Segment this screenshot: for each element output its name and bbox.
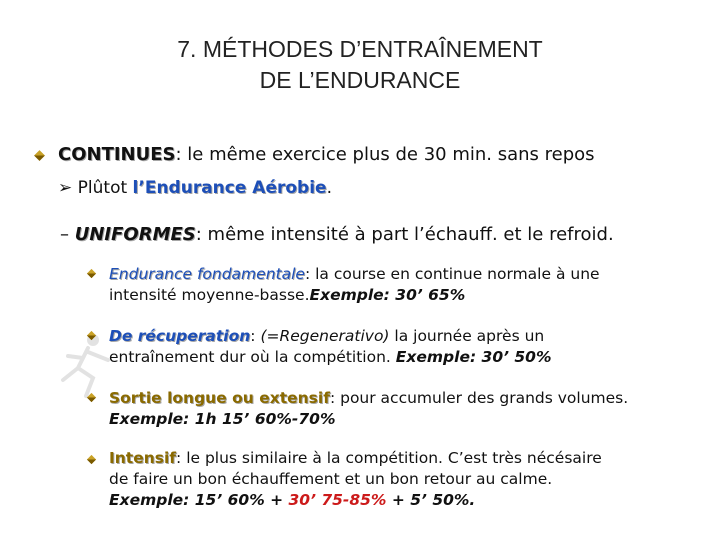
uniformes-line — [60, 224, 614, 245]
plutot-line — [58, 178, 332, 198]
plutot-end: . — [326, 178, 332, 198]
item-intensif — [109, 448, 602, 511]
item-sortie-longue — [109, 388, 628, 430]
item-example: Exemple: 30’ 50% — [395, 348, 552, 366]
continues-label: CONTINUES — [58, 144, 176, 165]
item-text: intensité moyenne-basse. — [109, 286, 310, 304]
item-text: : pour accumuler des grands volumes. — [329, 389, 629, 407]
item-text: : le plus similaire à la compétition. C’est très nécésaire — [176, 449, 602, 467]
title-line-2: DE L’ENDURANCE — [259, 67, 461, 93]
title-line-1: 7. MÉTHODES D’ENTRAÎNEMENT — [177, 36, 543, 62]
item-example: Exemple: 15’ 60% + — [109, 491, 289, 509]
bullet-icon — [86, 454, 97, 465]
item-italic: (=Regenerativo) — [260, 327, 390, 345]
item-label: Sortie longue ou extensif — [109, 389, 330, 407]
item-label: De récuperation — [109, 327, 251, 345]
item-text: la journée après un — [389, 327, 545, 345]
item-text: entraînement dur où la compétition. — [109, 348, 396, 366]
bullet-icon — [86, 268, 97, 279]
item-text: : — [250, 327, 261, 345]
aerobie-highlight: l’Endurance Aérobie — [132, 178, 327, 198]
bullet-icon — [86, 330, 97, 341]
slide-title — [0, 34, 720, 96]
bullet-icon — [86, 392, 97, 403]
item-example-highlight: 30’ 75-85% — [288, 491, 387, 509]
item-label: Intensif — [109, 449, 177, 467]
item-example: + 5’ 50%. — [386, 491, 476, 509]
item-label: Endurance fondamentale — [109, 265, 305, 283]
item-endurance-fondamentale — [109, 264, 600, 306]
uniformes-text: : même intensité à part l’échauff. et le refroid. — [195, 224, 614, 245]
uniformes-label: UNIFORMES — [74, 224, 196, 245]
arrow-icon: ➢ — [58, 178, 73, 198]
item-example: Exemple: 1h 15’ 60%-70% — [109, 410, 336, 428]
continues-line — [58, 144, 595, 165]
item-text: de faire un bon échauffement et un bon retour au calme. — [109, 470, 553, 488]
item-de-recuperation — [109, 326, 552, 368]
item-example: Exemple: 30’ 65% — [309, 286, 466, 304]
item-text: : la course en continue normale à une — [304, 265, 600, 283]
bullet-icon — [33, 149, 46, 162]
plutot-text: Plûtot — [77, 178, 133, 198]
continues-text: : le même exercice plus de 30 min. sans repos — [175, 144, 595, 165]
dash: – — [60, 224, 69, 245]
